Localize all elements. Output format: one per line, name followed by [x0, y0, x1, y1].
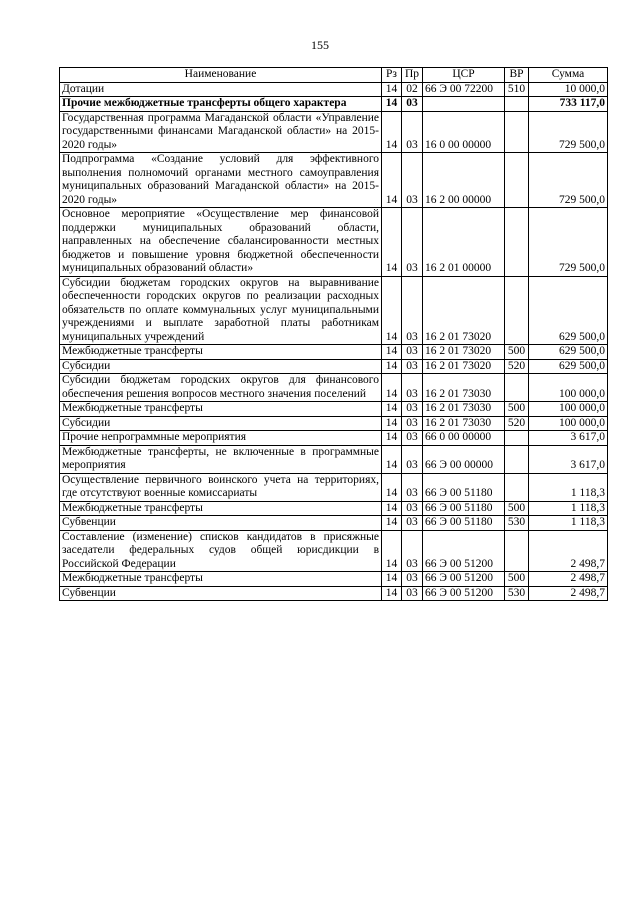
row-vr: 500	[505, 402, 529, 417]
row-pr: 03	[402, 111, 423, 153]
row-sum: 100 000,0	[529, 402, 608, 417]
row-vr	[505, 97, 529, 112]
row-vr	[505, 208, 529, 277]
header-pr: Пр	[402, 68, 423, 83]
row-name: Осуществление первичного воинского учета на территориях, где отсутствуют военные комиссариаты	[60, 473, 382, 501]
row-csr: 66 Э 00 51200	[423, 530, 505, 572]
row-csr: 66 Э 00 51180	[423, 516, 505, 531]
row-vr: 500	[505, 572, 529, 587]
row-pr: 03	[402, 530, 423, 572]
row-name: Межбюджетные трансферты	[60, 345, 382, 360]
row-name: Субсидии	[60, 416, 382, 431]
row-pr: 03	[402, 276, 423, 345]
row-rz: 14	[382, 276, 402, 345]
row-name: Межбюджетные трансферты	[60, 501, 382, 516]
table-row	[60, 276, 608, 345]
row-rz: 14	[382, 445, 402, 473]
table-row	[60, 208, 608, 277]
row-pr: 03	[402, 431, 423, 446]
row-sum: 729 500,0	[529, 208, 608, 277]
row-vr	[505, 111, 529, 153]
table-row	[60, 345, 608, 360]
table-row	[60, 402, 608, 417]
row-rz: 14	[382, 530, 402, 572]
row-pr: 03	[402, 345, 423, 360]
row-name: Субсидии бюджетам городских округов на выравнивание обеспеченности городских округов по реализации расходных обязательств по оплате коммунальных услуг муниципальными учреждениями и выплате заработной платы работникам муниципальных учреждений	[60, 276, 382, 345]
row-sum: 3 617,0	[529, 431, 608, 446]
row-sum: 733 117,0	[529, 97, 608, 112]
row-name: Основное мероприятие «Осуществление мер финансовой поддержки муниципальных образований области, направленных на обеспечение сбалансированности местных бюджетов и повышение уровня бюджетной обеспеченности муниципальных образований области»	[60, 208, 382, 277]
row-pr: 03	[402, 416, 423, 431]
row-pr: 03	[402, 473, 423, 501]
row-vr: 520	[505, 359, 529, 374]
row-sum: 100 000,0	[529, 374, 608, 402]
row-vr: 510	[505, 82, 529, 97]
row-sum: 10 000,0	[529, 82, 608, 97]
row-rz: 14	[382, 345, 402, 360]
table-row	[60, 111, 608, 153]
row-pr: 03	[402, 208, 423, 277]
row-sum: 2 498,7	[529, 530, 608, 572]
row-pr: 03	[402, 445, 423, 473]
row-pr: 02	[402, 82, 423, 97]
row-rz: 14	[382, 501, 402, 516]
table-row	[60, 374, 608, 402]
row-pr: 03	[402, 374, 423, 402]
table-row	[60, 586, 608, 601]
table-row	[60, 82, 608, 97]
table-row	[60, 473, 608, 501]
row-vr: 530	[505, 586, 529, 601]
row-sum: 629 500,0	[529, 345, 608, 360]
table-row	[60, 501, 608, 516]
row-csr: 66 Э 00 51180	[423, 473, 505, 501]
row-rz: 14	[382, 431, 402, 446]
row-vr	[505, 473, 529, 501]
row-name: Дотации	[60, 82, 382, 97]
table-row	[60, 359, 608, 374]
row-name: Субсидии бюджетам городских округов для финансового обеспечения решения вопросов местного значения поселений	[60, 374, 382, 402]
row-rz: 14	[382, 82, 402, 97]
row-sum: 3 617,0	[529, 445, 608, 473]
row-rz: 14	[382, 359, 402, 374]
row-csr: 66 Э 00 00000	[423, 445, 505, 473]
row-pr: 03	[402, 516, 423, 531]
row-csr: 66 0 00 00000	[423, 431, 505, 446]
row-vr	[505, 153, 529, 208]
row-rz: 14	[382, 572, 402, 587]
row-pr: 03	[402, 501, 423, 516]
row-name: Составление (изменение) списков кандидатов в присяжные заседатели федеральных судов общей юрисдикции в Российской Федерации	[60, 530, 382, 572]
row-name: Межбюджетные трансферты	[60, 402, 382, 417]
table-row	[60, 153, 608, 208]
row-name: Субсидии	[60, 359, 382, 374]
row-vr	[505, 276, 529, 345]
row-name: Прочие межбюджетные трансферты общего характера	[60, 97, 382, 112]
page-number: 155	[311, 38, 329, 52]
row-vr: 530	[505, 516, 529, 531]
header-name: Наименование	[60, 68, 382, 83]
header-sum: Сумма	[529, 68, 608, 83]
row-rz: 14	[382, 374, 402, 402]
row-sum: 729 500,0	[529, 111, 608, 153]
row-csr: 66 Э 00 72200	[423, 82, 505, 97]
row-sum: 1 118,3	[529, 473, 608, 501]
row-name: Межбюджетные трансферты, не включенные в программные мероприятия	[60, 445, 382, 473]
row-rz: 14	[382, 208, 402, 277]
table-row	[60, 572, 608, 587]
row-name: Прочие непрограммные мероприятия	[60, 431, 382, 446]
row-rz: 14	[382, 97, 402, 112]
row-csr: 16 2 00 00000	[423, 153, 505, 208]
row-csr: 66 Э 00 51200	[423, 572, 505, 587]
row-rz: 14	[382, 402, 402, 417]
row-csr: 66 Э 00 51180	[423, 501, 505, 516]
row-csr: 16 2 01 73020	[423, 359, 505, 374]
row-csr: 16 0 00 00000	[423, 111, 505, 153]
row-sum: 2 498,7	[529, 572, 608, 587]
row-rz: 14	[382, 416, 402, 431]
row-sum: 1 118,3	[529, 516, 608, 531]
table-row	[60, 445, 608, 473]
row-sum: 100 000,0	[529, 416, 608, 431]
budget-table	[59, 67, 608, 601]
header-csr: ЦСР	[423, 68, 505, 83]
row-sum: 1 118,3	[529, 501, 608, 516]
row-name: Государственная программа Магаданской области «Управление государственными финансами Магаданской области» на 2015-2020 годы»	[60, 111, 382, 153]
row-pr: 03	[402, 586, 423, 601]
row-sum: 2 498,7	[529, 586, 608, 601]
row-rz: 14	[382, 516, 402, 531]
row-vr: 500	[505, 345, 529, 360]
row-sum: 629 500,0	[529, 359, 608, 374]
row-name: Субвенции	[60, 516, 382, 531]
row-rz: 14	[382, 153, 402, 208]
row-rz: 14	[382, 586, 402, 601]
row-vr: 500	[505, 501, 529, 516]
row-csr: 16 2 01 73030	[423, 416, 505, 431]
row-rz: 14	[382, 473, 402, 501]
table-header-row	[60, 68, 608, 83]
table-row	[60, 431, 608, 446]
row-vr	[505, 374, 529, 402]
row-csr: 16 2 01 73030	[423, 374, 505, 402]
row-pr: 03	[402, 572, 423, 587]
row-sum: 729 500,0	[529, 153, 608, 208]
row-vr: 520	[505, 416, 529, 431]
header-vr: ВР	[505, 68, 529, 83]
table-row	[60, 516, 608, 531]
row-pr: 03	[402, 97, 423, 112]
table-row	[60, 530, 608, 572]
row-csr: 66 Э 00 51200	[423, 586, 505, 601]
table-row	[60, 97, 608, 112]
row-pr: 03	[402, 402, 423, 417]
row-sum: 629 500,0	[529, 276, 608, 345]
row-csr	[423, 97, 505, 112]
header-rz: Рз	[382, 68, 402, 83]
row-vr	[505, 431, 529, 446]
row-vr	[505, 445, 529, 473]
row-csr: 16 2 01 73020	[423, 276, 505, 345]
row-csr: 16 2 01 73020	[423, 345, 505, 360]
row-vr	[505, 530, 529, 572]
row-csr: 16 2 01 00000	[423, 208, 505, 277]
row-csr: 16 2 01 73030	[423, 402, 505, 417]
row-name: Межбюджетные трансферты	[60, 572, 382, 587]
row-pr: 03	[402, 153, 423, 208]
row-pr: 03	[402, 359, 423, 374]
row-name: Субвенции	[60, 586, 382, 601]
row-rz: 14	[382, 111, 402, 153]
table-row	[60, 416, 608, 431]
row-name: Подпрограмма «Создание условий для эффективного выполнения полномочий органами местного самоуправления муниципальных образований Магаданской области» на 2015-2020 годы»	[60, 153, 382, 208]
